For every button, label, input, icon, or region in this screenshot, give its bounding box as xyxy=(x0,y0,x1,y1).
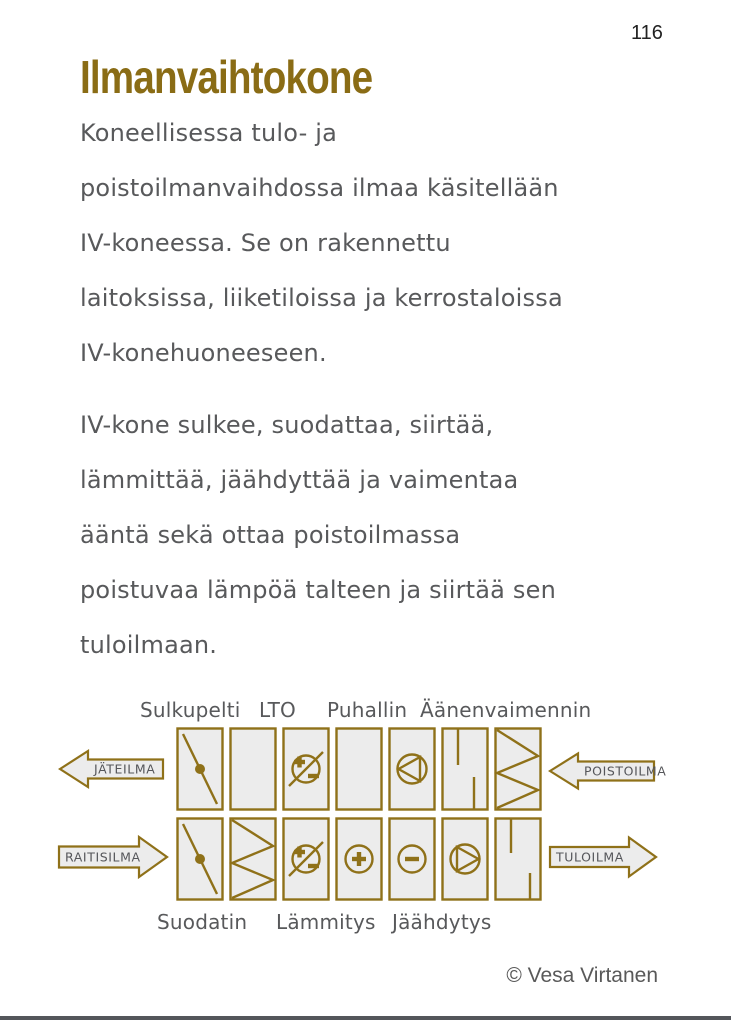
poistoilma-label: POISTOILMA xyxy=(584,763,667,779)
cooling-icon xyxy=(388,817,436,901)
damper-icon xyxy=(176,817,224,901)
heat-recovery-icon xyxy=(282,817,330,901)
paragraph-line: poistuvaa lämpöä talteen ja siirtää sen xyxy=(80,576,556,604)
paragraph-2 xyxy=(80,398,720,673)
heating-icon xyxy=(335,817,383,901)
heat-recovery-icon xyxy=(282,727,330,811)
paragraph-line: Koneellisessa tulo- ja xyxy=(80,119,338,147)
label-suodatin: Suodatin xyxy=(157,910,248,934)
label-lammitys: Lämmitys xyxy=(276,910,376,934)
paragraph-line: IV-koneessa. Se on rakennettu xyxy=(80,229,451,257)
jateilma-arrow xyxy=(58,748,165,790)
baffle-section-icon xyxy=(441,727,489,811)
raitisilma-label: RAITISILMA xyxy=(65,849,141,865)
page-title: Ilmanvaihtokone xyxy=(80,51,373,103)
silencer-icon xyxy=(494,727,542,811)
paragraph-line: poistoilmanvaihdossa ilmaa käsitellään xyxy=(80,174,559,202)
filter-icon xyxy=(229,817,277,901)
copyright-text: © Vesa Virtanen xyxy=(506,964,658,987)
tuloilma-arrow xyxy=(548,835,658,879)
empty-section xyxy=(229,727,277,811)
label-aanenvaimennin: Äänenvaimennin xyxy=(420,698,592,722)
empty-section xyxy=(335,727,383,811)
page-number: 116 xyxy=(631,22,663,44)
fan-left-icon xyxy=(388,727,436,811)
damper-icon xyxy=(176,727,224,811)
paragraph-1 xyxy=(80,106,720,381)
fan-right-icon xyxy=(441,817,489,901)
paragraph-line: tuloilmaan. xyxy=(80,631,218,659)
paragraph-line: lämmittää, jäähdyttää ja vaimentaa xyxy=(80,466,519,494)
jateilma-label: JÄTEILMA xyxy=(94,761,156,777)
paragraph-line: IV-kone sulkee, suodattaa, siirtää, xyxy=(80,411,494,439)
label-sulkupelti: Sulkupelti xyxy=(140,698,241,722)
paragraph-line: ääntä sekä ottaa poistoilmassa xyxy=(80,521,461,549)
label-puhallin: Puhallin xyxy=(327,698,408,722)
poistoilma-arrow xyxy=(548,751,667,791)
footer-bar xyxy=(0,1016,731,1020)
paragraph-line: laitoksissa, liiketiloissa ja kerrostaloissa xyxy=(80,284,563,312)
tuloilma-label: TULOILMA xyxy=(556,849,624,865)
label-jaahdytys: Jäähdytys xyxy=(392,910,492,934)
raitisilma-arrow xyxy=(57,834,169,880)
label-lto: LTO xyxy=(259,698,296,722)
baffle-section-icon xyxy=(494,817,542,901)
paragraph-line: IV-konehuoneeseen. xyxy=(80,339,327,367)
